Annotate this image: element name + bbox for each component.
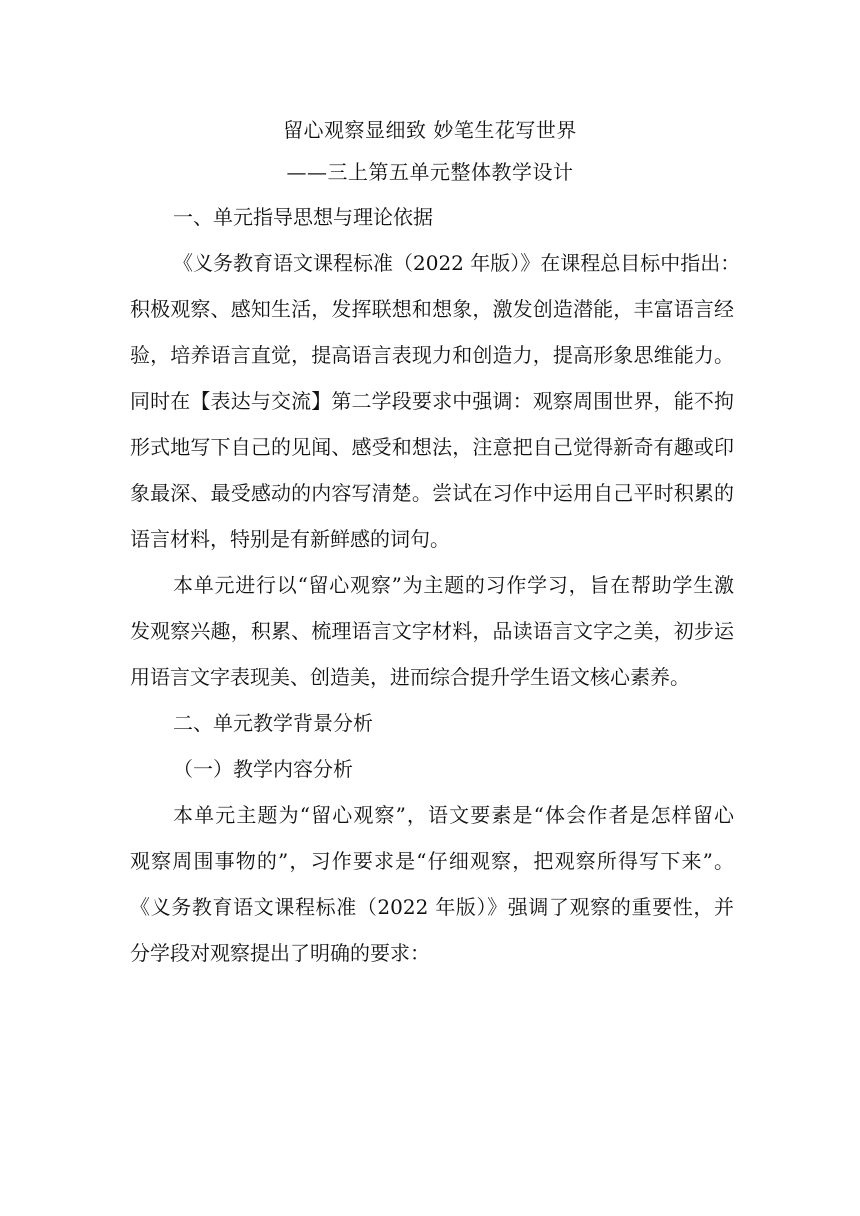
paragraph-line: 分学段对观察提出了明确的要求： — [130, 941, 430, 965]
section-heading-2: 二、单元教学背景分析 — [173, 711, 373, 735]
paragraph-line: 发观察兴趣，积累、梳理语言文字材料，品读语言文字之美，初步运 — [130, 619, 734, 643]
paragraph-line: 语言材料，特别是有新鲜感的词句。 — [130, 527, 450, 551]
paragraph-line: 观察周围事物的”，习作要求是“仔细观察，把观察所得写下来”。 — [130, 849, 734, 873]
paragraph-line: 《义务教育语文课程标准（2022 年版）》在课程总目标中指出： — [173, 251, 741, 275]
document-subtitle: ——三上第五单元整体教学设计 — [286, 160, 574, 184]
subsection-heading: （一）教学内容分析 — [173, 757, 353, 781]
paragraph-line: 用语言文字表现美、创造美，进而综合提升学生语文核心素养。 — [130, 665, 690, 689]
paragraph-line: 本单元进行以“留心观察”为主题的习作学习，旨在帮助学生激 — [173, 573, 734, 597]
paragraph-line: 《义务教育语文课程标准（2022 年版）》强调了观察的重要性，并 — [130, 895, 734, 919]
paragraph-line: 验，培养语言直觉，提高语言表现力和创造力，提高形象思维能力。 — [130, 343, 734, 367]
paragraph-line: 同时在【表达与交流】第二学段要求中强调：观察周围世界，能不拘 — [130, 389, 734, 413]
paragraph-line: 本单元主题为“留心观察”，语文要素是“体会作者是怎样留心 — [173, 803, 734, 827]
paragraph-line: 积极观察、感知生活，发挥联想和想象，激发创造潜能，丰富语言经 — [130, 297, 734, 321]
document-title: 留心观察显细致 妙笔生花写世界 — [283, 118, 577, 142]
paragraph-line: 象最深、最受感动的内容写清楚。尝试在习作中运用自己平时积累的 — [130, 481, 734, 505]
paragraph-line: 形式地写下自己的见闻、感受和想法，注意把自己觉得新奇有趣或印 — [130, 435, 734, 459]
section-heading-1: 一、单元指导思想与理论依据 — [173, 205, 433, 229]
